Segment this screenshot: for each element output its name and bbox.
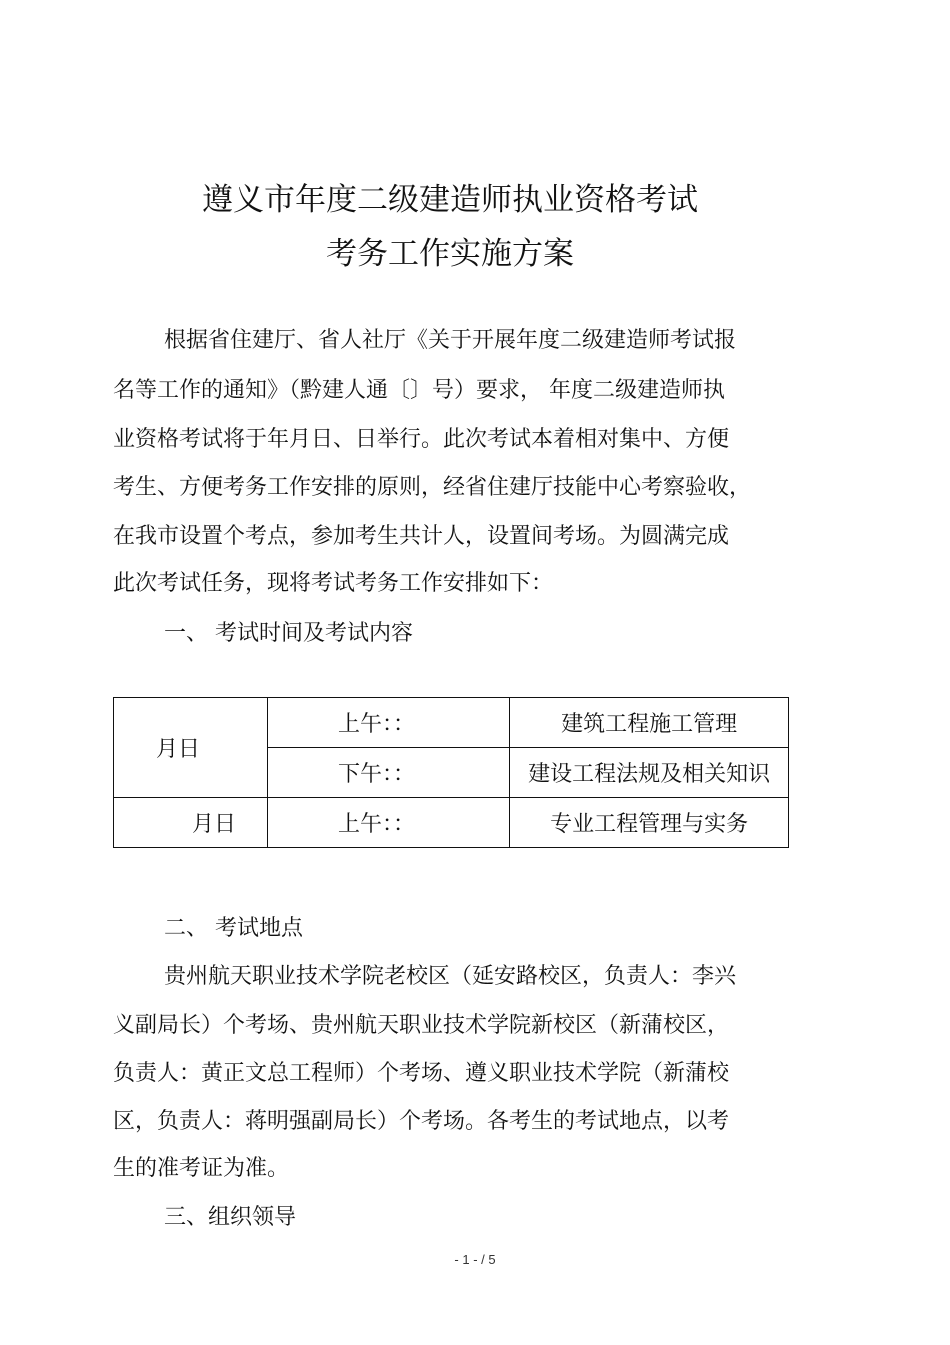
location-line-5: 生的准考证为准。 xyxy=(113,1156,290,1181)
location-line-2: 义副局长）个考场、贵州航天职业技术学院新校区（新蒲校区， xyxy=(113,1013,730,1038)
intro-line-2: 名等工作的通知》（黔建人通〔〕号）要求， 年度二级建造师执 xyxy=(113,378,725,403)
exam-schedule-table xyxy=(113,697,789,848)
section-heading-organization: 三、组织领导 xyxy=(164,1205,297,1230)
intro-line-5: 在我市设置个考点，参加考生共计人，设置间考场。为圆满完成 xyxy=(113,524,730,549)
intro-line-6: 此次考试任务，现将考试考务工作安排如下： xyxy=(113,571,554,596)
table-row xyxy=(114,798,789,848)
schedule-subject: 专业工程管理与实务 xyxy=(510,798,789,848)
schedule-day-1: 月日 xyxy=(114,698,268,798)
location-line-1: 贵州航天职业技术学院老校区（延安路校区，负责人：李兴 xyxy=(164,964,737,989)
intro-line-1: 根据省住建厅、省人社厅《关于开展年度二级建造师考试报 xyxy=(164,328,737,353)
schedule-subject: 建筑工程施工管理 xyxy=(510,698,789,748)
schedule-time-afternoon: 下午：： xyxy=(268,748,510,798)
intro-line-4: 考生、方便考务工作安排的原则，经省住建厅技能中心考察验收， xyxy=(113,475,752,500)
schedule-day-2: 月日 xyxy=(114,798,268,848)
section-heading-exam-time: 一、 考试时间及考试内容 xyxy=(164,621,413,646)
location-line-4: 区，负责人：蒋明强副局长）个考场。各考生的考试地点，以考 xyxy=(113,1109,730,1134)
schedule-time-morning: 上午：： xyxy=(268,798,510,848)
document-title-line-1: 遵义市年度二级建造师执业资格考试 xyxy=(202,182,698,218)
page-number: - 1 - / 5 xyxy=(454,1252,496,1267)
intro-line-3: 业资格考试将于年月日、日举行。此次考试本着相对集中、方便 xyxy=(113,427,730,452)
table-row xyxy=(114,698,789,748)
location-line-3: 负责人：黄正文总工程师）个考场、遵义职业技术学院（新蒲校 xyxy=(113,1061,730,1086)
schedule-subject: 建设工程法规及相关知识 xyxy=(510,748,789,798)
schedule-time-morning: 上午：： xyxy=(268,698,510,748)
document-title-line-2: 考务工作实施方案 xyxy=(326,236,574,272)
section-heading-exam-location: 二、 考试地点 xyxy=(164,916,303,941)
